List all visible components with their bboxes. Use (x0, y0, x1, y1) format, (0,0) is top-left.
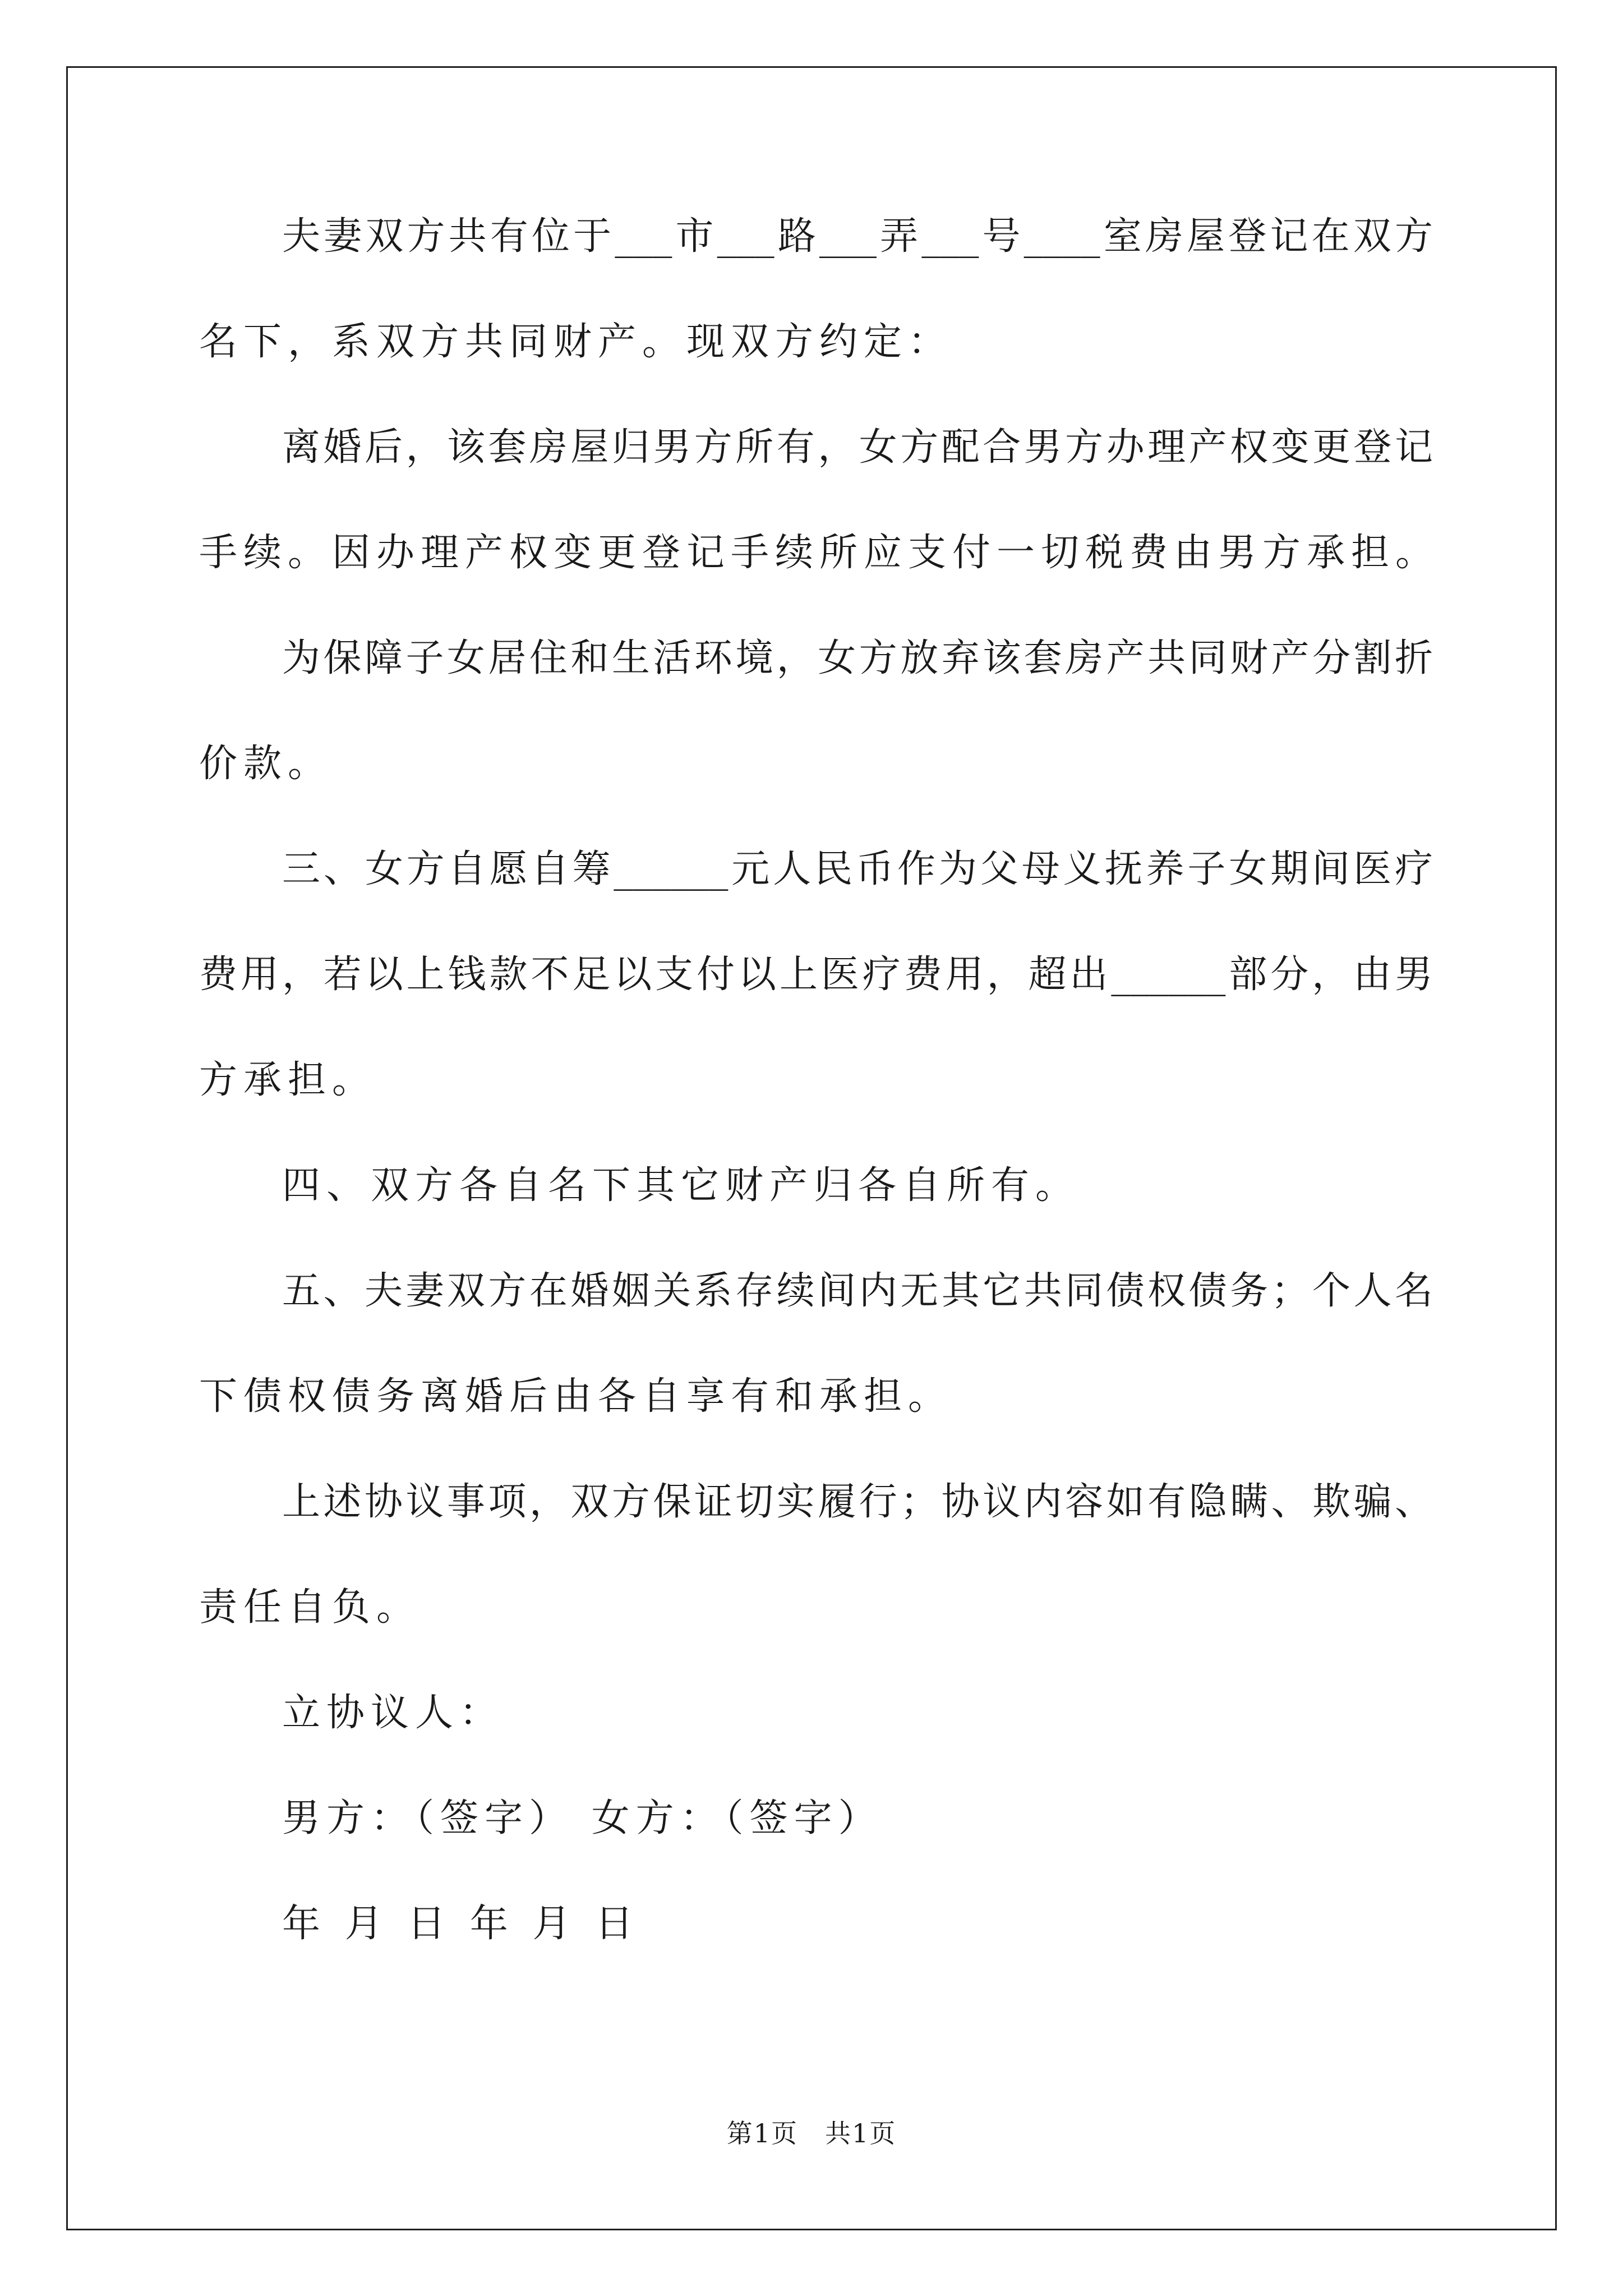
signature-line: 男方：（签字） 女方：（签字） (282, 1796, 883, 1841)
paragraph-line: 名下，系双方共同财产。现双方约定： (199, 320, 953, 364)
page-number: 第1页 共1页 (726, 2118, 897, 2148)
paragraph-line: 五、夫妻双方在婚姻关系存续间内无其它共同债权债务；个人名 (282, 1269, 1433, 1313)
paragraph-line: 费用，若以上钱款不足以支付以上医疗费用，超出______部分，由男 (199, 953, 1433, 997)
paragraph-line: 离婚后，该套房屋归男方所有，女方配合男方办理产权变更登记 (282, 425, 1433, 470)
agreement-body (199, 213, 1440, 2006)
paragraph-line: 手续。因办理产权变更登记手续所应支付一切税费由男方承担。 (199, 531, 1440, 575)
date-line: 年 月 日 年 月 日 (282, 1902, 640, 1946)
paragraph-line: 四、双方各自名下其它财产归各自所有。 (282, 1163, 1080, 1208)
paragraph-line: 价款。 (199, 742, 333, 786)
signatories-label: 立协议人： (282, 1691, 504, 1735)
paragraph-line: 方承担。 (199, 1058, 377, 1102)
paragraph-line: 夫妻双方共有位于___市___路___弄___号____室房屋登记在双方 (282, 214, 1433, 259)
paragraph-line: 为保障子女居住和生活环境，女方放弃该套房产共同财产分割折 (282, 636, 1433, 680)
paragraph-line: 三、女方自愿自筹______元人民币作为父母义抚养子女期间医疗 (282, 847, 1433, 891)
paragraph-line: 上述协议事项，双方保证切实履行；协议内容如有隐瞒、欺骗、 (282, 1480, 1433, 1524)
paragraph-line: 责任自负。 (199, 1585, 421, 1630)
paragraph-line: 下债权债务离婚后由各自享有和承担。 (199, 1374, 953, 1419)
